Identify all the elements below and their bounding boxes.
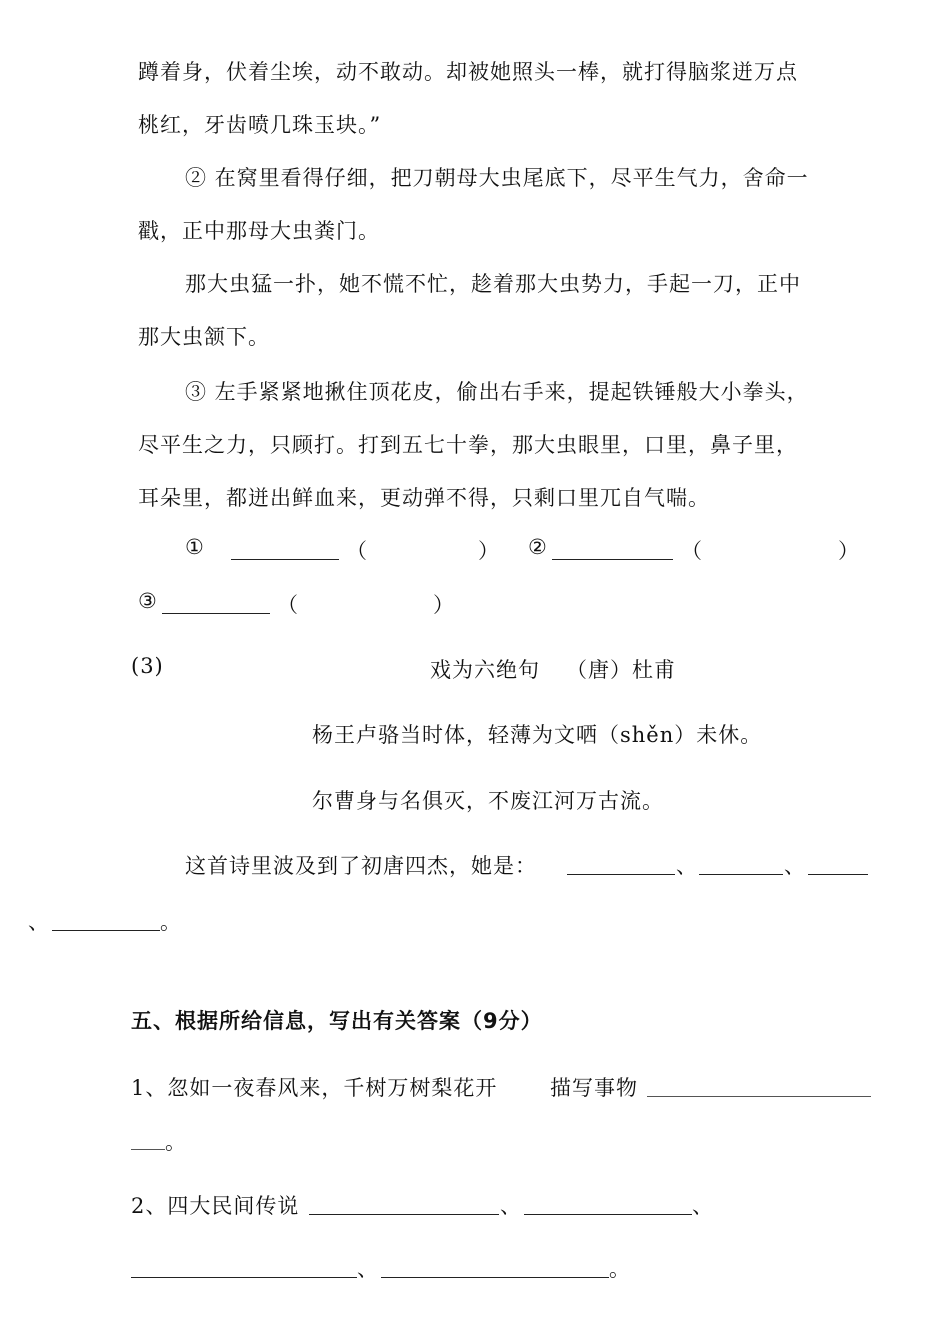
poem-blank-1[interactable] [567,856,675,875]
answer-paren-open-3: （ [277,593,299,617]
passage-line-7: ③ 左手紧紧地揪住顶花皮，偷出右手来，提起铁锤般大小拳头， [185,380,809,404]
answer-paren-close-1: ） [478,539,500,563]
question-1: 1、忽如一夜春风来，千树万树梨花开 [131,1076,498,1100]
question-1-end: 。 [165,1130,187,1154]
passage-line-9: 耳朵里，都迸出鲜血来，更动弹不得，只剩口里兀自气喘。 [138,486,710,510]
poem-sep-3: 、 [28,910,50,934]
section-heading: 五、根据所给信息，写出有关答案（9分） [131,1009,543,1033]
question-2-sep-3: 、 [357,1257,379,1281]
answer-paren-close-3: ） [433,593,455,617]
answer-paren-close-2: ） [838,539,860,563]
poem-sep-1: 、 [676,854,698,878]
question-2-blank-4[interactable] [381,1259,609,1278]
answer-paren-open-2: （ [681,539,703,563]
question-2-blank-1[interactable] [309,1196,499,1215]
question-2-end: 。 [609,1257,631,1281]
passage-line-6: 那大虫颔下。 [138,325,270,349]
question-2-blank-2[interactable] [524,1196,692,1215]
question-2-sep-1: 、 [500,1194,522,1218]
poem-blank-4[interactable] [52,912,160,931]
question-2: 2、四大民间传说 [131,1194,300,1218]
poem-blank-3[interactable] [808,856,868,875]
question-2-blank-3[interactable] [131,1259,357,1278]
answer-mark-2: ② [528,535,548,559]
question-2-sep-2: 、 [692,1194,714,1218]
poem-number: (3) [131,654,164,678]
poem-title: 戏为六绝句 [430,658,540,682]
poem-author: （唐）杜甫 [566,658,676,682]
passage-line-8: 尽平生之力，只顾打。打到五七十拳，那大虫眼里，口里，鼻子里， [138,433,798,457]
answer-blank-3[interactable] [162,595,270,614]
poem-sep-2: 、 [784,854,806,878]
poem-blank-2[interactable] [699,856,783,875]
passage-line-5: 那大虫猛一扑，她不慌不忙，趁着那大虫势力，手起一刀，正中 [185,272,801,296]
question-1-prompt: 描写事物 [550,1076,638,1100]
poem-question: 这首诗里波及到了初唐四杰，她是： [185,854,537,878]
passage-line-3: ② 在窝里看得仔细，把刀朝母大虫尾底下，尽平生气力，舍命一 [185,166,809,190]
answer-blank-2[interactable] [552,541,673,560]
answer-blank-1[interactable] [231,541,339,560]
passage-line-4: 戳，正中那母大虫粪门。 [138,219,380,243]
passage-line-2: 桃红，牙齿喷几珠玉块。” [138,113,382,137]
answer-mark-3: ③ [138,589,158,613]
passage-line-1: 蹲着身，伏着尘埃，动不敢动。却被她照头一棒，就打得脑浆迸万点 [138,60,798,84]
question-1-blank-cont[interactable] [131,1131,165,1150]
poem-line-1: 杨王卢骆当时体，轻薄为文哂（shěn）未休。 [312,723,763,747]
answer-mark-1: ① [185,535,205,559]
question-1-blank[interactable] [647,1078,871,1097]
poem-end: 。 [160,910,182,934]
answer-paren-open-1: （ [346,539,368,563]
poem-line-2: 尔曹身与名俱灭，不废江河万古流。 [312,789,664,813]
